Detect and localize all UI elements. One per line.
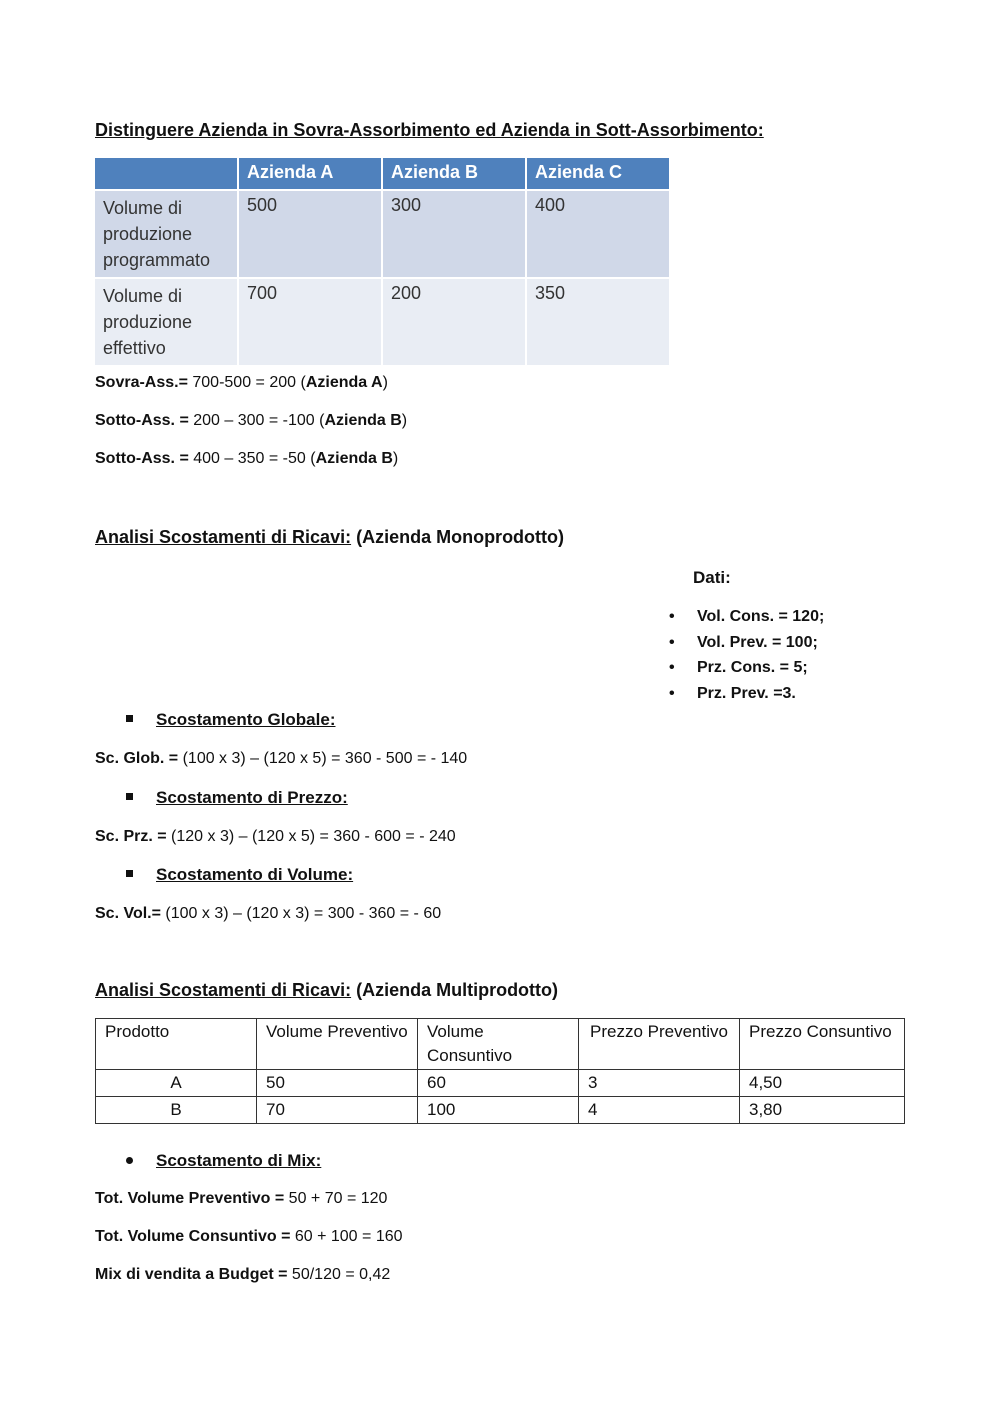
result-label: Sotto-Ass. = <box>95 450 189 467</box>
result-end: ) <box>401 412 408 429</box>
header-prezzo-preventivo: Prezzo Preventivo <box>579 1019 740 1070</box>
formula-text: (120 x 3) – (120 x 5) = 360 - 600 = - 240 <box>166 828 456 845</box>
result-text: 700-500 = 200 ( <box>187 374 306 391</box>
table-row <box>96 1097 905 1124</box>
multiproduct-table <box>95 1018 905 1124</box>
result-end: ) <box>392 450 399 467</box>
square-bullet-icon <box>126 870 133 877</box>
square-bullet-icon <box>126 793 133 800</box>
mix-text: 50/120 = 0,42 <box>287 1266 391 1283</box>
mix-line-budget <box>95 1266 390 1284</box>
section3-heading-rest: (Azienda Multiprodotto) <box>351 980 559 1000</box>
formula-volume <box>95 905 441 923</box>
subheading-text: Scostamento di Mix: <box>156 1151 322 1170</box>
formula-text: (100 x 3) – (120 x 5) = 360 - 500 = - 140 <box>178 750 468 767</box>
cell-prodotto: A <box>96 1070 257 1097</box>
result-label: Sotto-Ass. = <box>95 412 189 429</box>
dati-item <box>669 659 808 677</box>
cell-value: 300 <box>382 190 526 278</box>
result-azienda: Azienda B <box>315 450 393 467</box>
table-corner-cell <box>95 158 238 190</box>
dati-text: Prz. Cons. = 5; <box>697 659 808 676</box>
section2-heading <box>95 527 564 548</box>
mix-line-consuntivo <box>95 1228 403 1246</box>
dati-text: Vol. Cons. = 120; <box>697 608 825 625</box>
result-label: Sovra-Ass.= <box>95 374 188 391</box>
formula-label: Sc. Vol.= <box>95 905 161 922</box>
section2-heading-rest: (Azienda Monoprodotto) <box>351 527 565 547</box>
square-bullet-icon <box>126 715 133 722</box>
header-volume-preventivo: Volume Preventivo <box>257 1019 418 1070</box>
formula-globale <box>95 750 467 768</box>
header-prodotto: Prodotto <box>96 1019 257 1070</box>
subheading-text: Scostamento di Volume: <box>156 865 354 884</box>
formula-label: Sc. Prz. = <box>95 828 167 845</box>
cell-prodotto: B <box>96 1097 257 1124</box>
cell-value: 400 <box>526 190 670 278</box>
formula-label: Sc. Glob. = <box>95 750 179 767</box>
column-header-azienda-b: Azienda B <box>382 158 526 190</box>
result-azienda: Azienda B <box>324 412 402 429</box>
subheading-prezzo <box>156 788 348 808</box>
result-azienda: Azienda A <box>305 374 383 391</box>
cell-value: 700 <box>238 278 382 366</box>
dati-text: Vol. Prev. = 100; <box>697 634 818 651</box>
mix-label: Tot. Volume Consuntivo = <box>95 1228 291 1245</box>
table-row <box>96 1070 905 1097</box>
cell-value: 3 <box>579 1070 740 1097</box>
cell-value: 100 <box>418 1097 579 1124</box>
round-bullet-icon <box>126 1157 133 1164</box>
cell-value: 50 <box>257 1070 418 1097</box>
header-volume-consuntivo: Volume Consuntivo <box>418 1019 579 1070</box>
result-line-sotto-1 <box>95 412 407 430</box>
bullet-icon: • <box>669 634 675 651</box>
section3-heading-underlined: Analisi Scostamenti di Ricavi: <box>95 980 352 1000</box>
section3-heading <box>95 980 558 1001</box>
cell-value: 4 <box>579 1097 740 1124</box>
section2-heading-underlined: Analisi Scostamenti di Ricavi: <box>95 527 352 547</box>
header-prezzo-consuntivo: Prezzo Consuntivo <box>740 1019 905 1070</box>
result-text: 400 – 350 = -50 ( <box>188 450 316 467</box>
mix-text: 50 + 70 = 120 <box>284 1190 388 1207</box>
bullet-icon: • <box>669 685 675 702</box>
subheading-text: Scostamento di Prezzo: <box>156 788 348 807</box>
result-line-sotto-2 <box>95 450 398 468</box>
formula-text: (100 x 3) – (120 x 3) = 300 - 360 = - 60 <box>160 905 442 922</box>
result-text: 200 – 300 = -100 ( <box>188 412 325 429</box>
mix-label: Mix di vendita a Budget = <box>95 1266 288 1283</box>
cell-value: 4,50 <box>740 1070 905 1097</box>
table-row <box>95 190 670 278</box>
mix-line-preventivo <box>95 1190 387 1208</box>
row-label-programmato: Volume di produzione programmato <box>95 190 238 278</box>
dati-item <box>669 634 818 652</box>
bullet-icon: • <box>669 608 675 625</box>
subheading-text: Scostamento Globale: <box>156 710 336 729</box>
row-label-effettivo: Volume di produzione effettivo <box>95 278 238 366</box>
cell-value: 60 <box>418 1070 579 1097</box>
cell-value: 500 <box>238 190 382 278</box>
column-header-azienda-c: Azienda C <box>526 158 670 190</box>
cell-value: 350 <box>526 278 670 366</box>
production-volume-table <box>95 158 671 367</box>
cell-value: 3,80 <box>740 1097 905 1124</box>
cell-value: 200 <box>382 278 526 366</box>
dati-title: Dati: <box>693 568 731 587</box>
cell-value: 70 <box>257 1097 418 1124</box>
dati-item <box>669 685 796 703</box>
dati-text: Prz. Prev. =3. <box>697 685 796 702</box>
section1-heading: Distinguere Azienda in Sovra-Assorbimento ed Azienda in Sott-Assorbimento: <box>95 120 764 140</box>
result-end: ) <box>382 374 388 391</box>
formula-prezzo <box>95 828 456 846</box>
result-line-sovra <box>95 374 388 392</box>
table-row <box>95 278 670 366</box>
bullet-icon: • <box>669 659 675 676</box>
column-header-azienda-a: Azienda A <box>238 158 382 190</box>
subheading-mix <box>156 1151 321 1171</box>
table-header-row <box>96 1019 905 1070</box>
mix-text: 60 + 100 = 160 <box>290 1228 403 1245</box>
subheading-globale <box>156 710 335 730</box>
dati-item <box>669 608 825 626</box>
mix-label: Tot. Volume Preventivo = <box>95 1190 285 1207</box>
subheading-volume <box>156 865 353 885</box>
